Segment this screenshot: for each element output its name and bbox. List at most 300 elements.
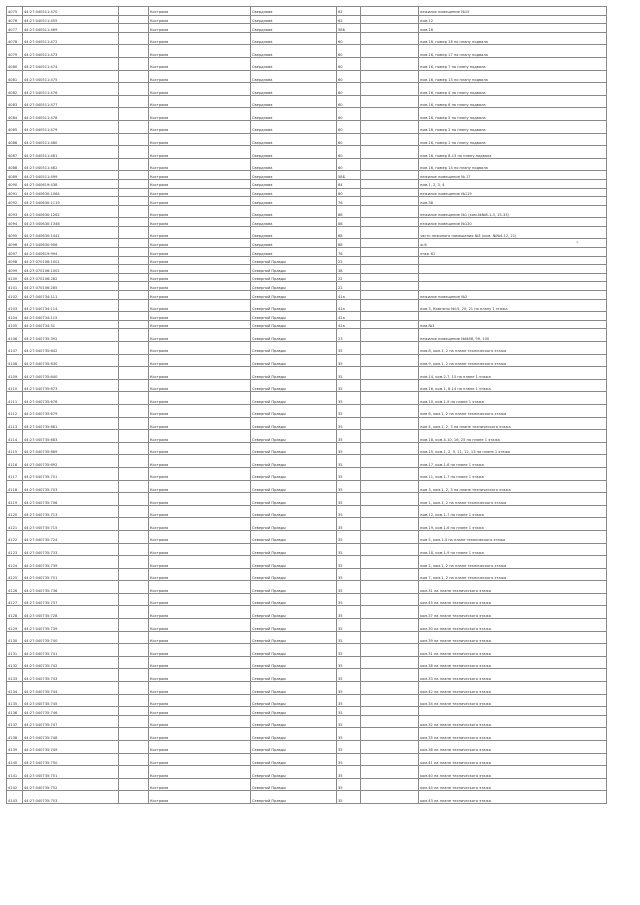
cell-premises-note: пом.16, номер 14 по плану подвала xyxy=(419,158,607,171)
cell-extra-field xyxy=(119,197,149,206)
cell-row-number: 4142 xyxy=(7,778,23,791)
cell-cadastral-number: 44:27:040735:642 xyxy=(23,342,119,355)
cell-cadastral-number: 44:27:040735:748 xyxy=(23,728,119,741)
cell-building xyxy=(361,442,419,455)
cell-row-number: 4123 xyxy=(7,543,23,556)
cell-row-number: 4118 xyxy=(7,480,23,493)
cell-city: Кострома xyxy=(149,530,251,543)
cell-extra-field xyxy=(119,248,149,257)
table-row xyxy=(7,108,607,121)
table-row xyxy=(7,158,607,171)
cell-building xyxy=(361,568,419,581)
cell-row-number: 4137 xyxy=(7,715,23,728)
cell-row-number: 4127 xyxy=(7,593,23,606)
cell-city: Кострома xyxy=(149,505,251,518)
cell-extra-field xyxy=(119,239,149,248)
table-row xyxy=(7,430,607,443)
cell-row-number: 4108 xyxy=(7,354,23,367)
cell-extra-field xyxy=(119,226,149,239)
cell-row-number: 4129 xyxy=(7,619,23,632)
cell-cadastral-number: 44:27:040511:499 xyxy=(23,171,119,180)
cell-extra-field xyxy=(119,404,149,417)
cell-building xyxy=(361,95,419,108)
cell-building xyxy=(361,197,419,206)
table-row xyxy=(7,442,607,455)
cell-street: Свердлова xyxy=(251,70,337,83)
cell-house-number: 60 xyxy=(337,70,361,83)
cell-cadastral-number: 44:27:040630:1441 xyxy=(23,226,119,239)
cell-extra-field xyxy=(119,367,149,380)
cell-house-number: 35 xyxy=(337,682,361,695)
table-row xyxy=(7,728,607,741)
cell-house-number: 35 xyxy=(337,505,361,518)
cell-premises-note: нежилое помещение №120 xyxy=(419,218,607,227)
cell-row-number: 4111 xyxy=(7,392,23,405)
cell-extra-field xyxy=(119,179,149,188)
cell-row-number: 4077 xyxy=(7,24,23,33)
cell-premises-note xyxy=(419,256,607,265)
cell-house-number: 35 xyxy=(337,669,361,682)
cell-city: Кострома xyxy=(149,133,251,146)
cell-street: Свердлова xyxy=(251,239,337,248)
cell-row-number: 4110 xyxy=(7,379,23,392)
cell-city: Кострома xyxy=(149,7,251,16)
cell-extra-field xyxy=(119,392,149,405)
cell-building xyxy=(361,312,419,321)
cell-premises-note: этаж 61 xyxy=(419,248,607,257)
cell-street: Северной Правды xyxy=(251,367,337,380)
cell-row-number: 4094 xyxy=(7,218,23,227)
cell-extra-field xyxy=(119,158,149,171)
cell-house-number: 60 xyxy=(337,108,361,121)
table-row xyxy=(7,7,607,16)
cell-street: Северной Правды xyxy=(251,493,337,506)
cell-house-number: 35 xyxy=(337,467,361,480)
cell-extra-field xyxy=(119,379,149,392)
cell-city: Кострома xyxy=(149,442,251,455)
cell-extra-field xyxy=(119,299,149,312)
cell-row-number: 4103 xyxy=(7,299,23,312)
cell-extra-field xyxy=(119,568,149,581)
cell-extra-field xyxy=(119,120,149,133)
cell-row-number: 4133 xyxy=(7,669,23,682)
cell-street: Северной Правды xyxy=(251,707,337,716)
cell-house-number: 35 xyxy=(337,342,361,355)
cell-cadastral-number: 44:27:040511:480 xyxy=(23,133,119,146)
cell-cadastral-number: 44:27:040735:692 xyxy=(23,455,119,468)
cell-premises-note: ком.41 на плане технического этажа xyxy=(419,753,607,766)
cell-extra-field xyxy=(119,505,149,518)
cell-building xyxy=(361,57,419,70)
cell-city: Кострома xyxy=(149,392,251,405)
cell-extra-field xyxy=(119,265,149,274)
cell-premises-note: пом.16, номер 4 по плану подвала xyxy=(419,83,607,96)
cell-building xyxy=(361,530,419,543)
table-row xyxy=(7,197,607,206)
cell-row-number: 4126 xyxy=(7,581,23,594)
cell-house-number: 35 xyxy=(337,556,361,569)
cell-extra-field xyxy=(119,493,149,506)
cell-cadastral-number: 44:27:040735:749 xyxy=(23,741,119,754)
table-row xyxy=(7,299,607,312)
cell-row-number: 4119 xyxy=(7,493,23,506)
cell-premises-note: пом.3, Комнаты №15, 20, 21 по плану 1 этажа xyxy=(419,299,607,312)
cell-house-number: 88 xyxy=(337,218,361,227)
cell-street: Северной Правды xyxy=(251,766,337,779)
table-row xyxy=(7,455,607,468)
cell-row-number: 4079 xyxy=(7,45,23,58)
cell-building xyxy=(361,45,419,58)
cell-premises-note: пом 7, ком.1, 2 на плане технического этажа xyxy=(419,568,607,581)
cell-house-number: 35 xyxy=(337,367,361,380)
cell-city: Кострома xyxy=(149,644,251,657)
cell-cadastral-number: 44:27:040735:678 xyxy=(23,392,119,405)
cell-street: Северной Правды xyxy=(251,581,337,594)
cell-city: Кострома xyxy=(149,226,251,239)
cell-building xyxy=(361,606,419,619)
cell-street: Северной Правды xyxy=(251,728,337,741)
table-row xyxy=(7,282,607,291)
cell-street: Свердлова xyxy=(251,57,337,70)
cell-premises-note: ком.33 на плане технического этажа xyxy=(419,669,607,682)
cell-extra-field xyxy=(119,329,149,342)
cell-premises-note: пом.16, номер 7 по плану подвала xyxy=(419,57,607,70)
cell-row-number: 4081 xyxy=(7,70,23,83)
cell-extra-field xyxy=(119,728,149,741)
cell-city: Кострома xyxy=(149,95,251,108)
cell-premises-note: ком.43 на плане технического этажа xyxy=(419,791,607,804)
cell-house-number: 35 xyxy=(337,530,361,543)
table-row xyxy=(7,329,607,342)
cell-city: Кострома xyxy=(149,299,251,312)
cell-cadastral-number: 44:27:040735:739 xyxy=(23,556,119,569)
cell-house-number: 80 xyxy=(337,188,361,197)
cell-house-number: 41а xyxy=(337,320,361,329)
cell-street: Свердлова xyxy=(251,133,337,146)
cell-building xyxy=(361,707,419,716)
cell-house-number: 35 xyxy=(337,392,361,405)
cell-cadastral-number: 44:27:040735:737 xyxy=(23,593,119,606)
cell-city: Кострома xyxy=(149,493,251,506)
table-row xyxy=(7,480,607,493)
cell-extra-field xyxy=(119,256,149,265)
cell-premises-note: ком.45 на плане технического этажа xyxy=(419,593,607,606)
cell-street: Северной Правды xyxy=(251,430,337,443)
table-row xyxy=(7,205,607,218)
cell-extra-field xyxy=(119,312,149,321)
cell-cadastral-number: 44:27:040735:703 xyxy=(23,480,119,493)
cell-cadastral-number: 44:27:040511:473 xyxy=(23,45,119,58)
cell-street: Северной Правды xyxy=(251,282,337,291)
cell-row-number: 4080 xyxy=(7,57,23,70)
cell-street: Свердлова xyxy=(251,158,337,171)
cell-extra-field xyxy=(119,644,149,657)
cell-street: Северной Правды xyxy=(251,379,337,392)
cell-building xyxy=(361,766,419,779)
cell-row-number: 4122 xyxy=(7,530,23,543)
cell-cadastral-number: 44:27:040735:741 xyxy=(23,644,119,657)
cell-row-number: 4095 xyxy=(7,226,23,239)
table-row xyxy=(7,24,607,33)
cell-street: Северной Правды xyxy=(251,354,337,367)
cell-building xyxy=(361,299,419,312)
cell-building xyxy=(361,556,419,569)
cell-cadastral-number: 44:27:040735:753 xyxy=(23,791,119,804)
cell-row-number: 4099 xyxy=(7,265,23,274)
cell-extra-field xyxy=(119,171,149,180)
cell-building xyxy=(361,467,419,480)
table-row xyxy=(7,753,607,766)
cell-premises-note: ком.30 на плане технического этажа xyxy=(419,619,607,632)
cell-extra-field xyxy=(119,715,149,728)
cell-street: Свердлова xyxy=(251,24,337,33)
cell-city: Кострома xyxy=(149,656,251,669)
cell-row-number: 4104 xyxy=(7,312,23,321)
cell-cadastral-number: 44:27:040735:745 xyxy=(23,694,119,707)
cell-extra-field xyxy=(119,342,149,355)
cell-row-number: 4107 xyxy=(7,342,23,355)
cell-street: Северной Правды xyxy=(251,291,337,300)
cell-premises-note: пом.18, ком.1-9 на плане 1 этажа xyxy=(419,543,607,556)
cell-premises-note: ком.39 на плане технического этажа xyxy=(419,631,607,644)
cell-house-number: 35 xyxy=(337,455,361,468)
cell-premises-note: ком.31 на плане технического этажа xyxy=(419,644,607,657)
cell-row-number: 4083 xyxy=(7,95,23,108)
cell-cadastral-number: 44:27:040735:701 xyxy=(23,467,119,480)
cell-extra-field xyxy=(119,15,149,24)
cell-extra-field xyxy=(119,791,149,804)
table-row xyxy=(7,467,607,480)
table-row xyxy=(7,256,607,265)
cell-extra-field xyxy=(119,753,149,766)
cell-street: Свердлова xyxy=(251,188,337,197)
cell-city: Кострома xyxy=(149,404,251,417)
cell-city: Кострома xyxy=(149,24,251,33)
cell-city: Кострома xyxy=(149,568,251,581)
cell-house-number: 60 xyxy=(337,95,361,108)
cell-extra-field xyxy=(119,417,149,430)
cell-house-number: 60 xyxy=(337,45,361,58)
cell-street: Северной Правды xyxy=(251,455,337,468)
cell-house-number: 35 xyxy=(337,778,361,791)
cell-street: Северной Правды xyxy=(251,606,337,619)
cell-cadastral-number: 44:27:040511:472 xyxy=(23,32,119,45)
cell-extra-field xyxy=(119,354,149,367)
cell-row-number: 4106 xyxy=(7,329,23,342)
table-row xyxy=(7,265,607,274)
cell-cadastral-number: 44:27:040511:482 xyxy=(23,158,119,171)
cell-street: Северной Правды xyxy=(251,715,337,728)
cell-house-number: 35 xyxy=(337,631,361,644)
cell-row-number: 4105 xyxy=(7,320,23,329)
cell-cadastral-number: 44:27:040735:746 xyxy=(23,707,119,716)
cell-extra-field xyxy=(119,133,149,146)
cell-premises-note: пом.16 xyxy=(419,24,607,33)
cell-row-number: 4134 xyxy=(7,682,23,695)
cell-city: Кострома xyxy=(149,715,251,728)
cell-row-number: 4140 xyxy=(7,753,23,766)
cell-house-number: 41а xyxy=(337,312,361,321)
table-row xyxy=(7,778,607,791)
cell-house-number: 35 xyxy=(337,715,361,728)
cell-extra-field xyxy=(119,518,149,531)
table-row xyxy=(7,379,607,392)
cell-cadastral-number: 44:27:040734:115 xyxy=(23,312,119,321)
cell-street: Свердлова xyxy=(251,205,337,218)
table-row xyxy=(7,57,607,70)
cell-building xyxy=(361,15,419,24)
table-row xyxy=(7,669,607,682)
cell-house-number: 22 xyxy=(337,256,361,265)
cell-row-number: 4131 xyxy=(7,644,23,657)
cell-cadastral-number: 44:27:040511:469 xyxy=(23,24,119,33)
cell-row-number: 4139 xyxy=(7,741,23,754)
cell-street: Северной Правды xyxy=(251,518,337,531)
cell-cadastral-number: 44:27:040735:724 xyxy=(23,530,119,543)
cell-house-number: 35 xyxy=(337,606,361,619)
cell-cadastral-number: 44:27:040619:438 xyxy=(23,179,119,188)
table-row xyxy=(7,606,607,619)
cell-row-number: 4120 xyxy=(7,505,23,518)
cell-city: Кострома xyxy=(149,619,251,632)
cell-row-number: 4089 xyxy=(7,171,23,180)
cell-house-number: 35 xyxy=(337,430,361,443)
cell-row-number: 4086 xyxy=(7,133,23,146)
cell-cadastral-number: 44:27:040735:683 xyxy=(23,430,119,443)
cell-cadastral-number: 44:27:040735:752 xyxy=(23,778,119,791)
cell-street: Свердлова xyxy=(251,179,337,188)
cell-city: Кострома xyxy=(149,367,251,380)
cell-street: Северной Правды xyxy=(251,392,337,405)
cell-city: Кострома xyxy=(149,631,251,644)
cell-house-number: 38 xyxy=(337,265,361,274)
cell-building xyxy=(361,581,419,594)
property-register-table xyxy=(6,6,607,804)
table-row xyxy=(7,707,607,716)
cell-row-number: 4132 xyxy=(7,656,23,669)
cell-house-number: 35 xyxy=(337,404,361,417)
cell-row-number: 4113 xyxy=(7,417,23,430)
cell-city: Кострома xyxy=(149,791,251,804)
cell-row-number: 4121 xyxy=(7,518,23,531)
cell-street: Северной Правды xyxy=(251,741,337,754)
cell-extra-field xyxy=(119,188,149,197)
cell-premises-note xyxy=(419,265,607,274)
cell-house-number: 35 xyxy=(337,543,361,556)
register-rows xyxy=(7,7,607,804)
table-row xyxy=(7,404,607,417)
cell-street: Северной Правды xyxy=(251,791,337,804)
cell-premises-note: пом.17, ком.1-6 на плане 1 этажа xyxy=(419,455,607,468)
cell-house-number: 35 xyxy=(337,766,361,779)
table-row xyxy=(7,146,607,159)
cell-house-number: 35 xyxy=(337,417,361,430)
cell-building xyxy=(361,248,419,257)
cell-row-number: 4084 xyxy=(7,108,23,121)
cell-premises-note: пом 4, ком.1, 2, 3 на плане технического этажа xyxy=(419,417,607,430)
cell-extra-field xyxy=(119,766,149,779)
cell-city: Кострома xyxy=(149,606,251,619)
cell-extra-field xyxy=(119,442,149,455)
cell-house-number: 35 xyxy=(337,480,361,493)
cell-cadastral-number: 44:27:040630:1262 xyxy=(23,205,119,218)
cell-city: Кострома xyxy=(149,188,251,197)
table-row xyxy=(7,239,607,248)
table-row xyxy=(7,218,607,227)
cell-building xyxy=(361,265,419,274)
cell-cadastral-number: 44:27:040735:392 xyxy=(23,329,119,342)
cell-building xyxy=(361,188,419,197)
cell-building xyxy=(361,753,419,766)
cell-city: Кострома xyxy=(149,282,251,291)
cell-house-number: 60 xyxy=(337,32,361,45)
cell-house-number: 35 xyxy=(337,593,361,606)
cell-house-number: 35 xyxy=(337,619,361,632)
cell-city: Кострома xyxy=(149,248,251,257)
cell-cadastral-number: 44:27:040511:474 xyxy=(23,57,119,70)
cell-cadastral-number: 44:27:040630:1346 xyxy=(23,218,119,227)
cell-city: Кострома xyxy=(149,83,251,96)
table-row xyxy=(7,133,607,146)
cell-extra-field xyxy=(119,480,149,493)
cell-premises-note: нежилое помещение №1 (ком.№№8-1-3, 15-33) xyxy=(419,205,607,218)
cell-house-number: 35 xyxy=(337,493,361,506)
cell-building xyxy=(361,291,419,300)
cell-street: Северной Правды xyxy=(251,669,337,682)
cell-building xyxy=(361,619,419,632)
table-row xyxy=(7,188,607,197)
cell-street: Северной Правды xyxy=(251,778,337,791)
table-row xyxy=(7,741,607,754)
cell-street: Северной Правды xyxy=(251,619,337,632)
cell-extra-field xyxy=(119,7,149,16)
cell-city: Кострома xyxy=(149,480,251,493)
cell-city: Кострома xyxy=(149,179,251,188)
cell-extra-field xyxy=(119,543,149,556)
cell-street: Свердлова xyxy=(251,83,337,96)
cell-cadastral-number: 44:27:040735:751 xyxy=(23,568,119,581)
cell-city: Кострома xyxy=(149,273,251,282)
cell-cadastral-number: 44:27:040735:739 xyxy=(23,619,119,632)
table-row xyxy=(7,505,607,518)
cell-premises-note: пом.1, 2, 3, 4 xyxy=(419,179,607,188)
cell-building xyxy=(361,24,419,33)
cell-city: Кострома xyxy=(149,146,251,159)
cell-extra-field xyxy=(119,778,149,791)
cell-cadastral-number: 44:27:070106:1001 xyxy=(23,256,119,265)
cell-premises-note: ком.34 на плане технического этажа xyxy=(419,694,607,707)
cell-cadastral-number: 44:27:040735:715 xyxy=(23,518,119,531)
cell-building xyxy=(361,417,419,430)
cell-street: Свердлова xyxy=(251,120,337,133)
cell-street: Северной Правды xyxy=(251,256,337,265)
cell-city: Кострома xyxy=(149,694,251,707)
cell-extra-field xyxy=(119,530,149,543)
table-row xyxy=(7,392,607,405)
cell-street: Свердлова xyxy=(251,7,337,16)
cell-city: Кострома xyxy=(149,669,251,682)
cell-city: Кострома xyxy=(149,354,251,367)
cell-street: Свердлова xyxy=(251,146,337,159)
cell-extra-field xyxy=(119,581,149,594)
cell-building xyxy=(361,715,419,728)
cell-cadastral-number: 44:27:040735:679 xyxy=(23,404,119,417)
cell-city: Кострома xyxy=(149,455,251,468)
cell-house-number: 58Б xyxy=(337,171,361,180)
cell-street: Северной Правды xyxy=(251,631,337,644)
cell-building xyxy=(361,728,419,741)
cell-house-number: 84 xyxy=(337,179,361,188)
